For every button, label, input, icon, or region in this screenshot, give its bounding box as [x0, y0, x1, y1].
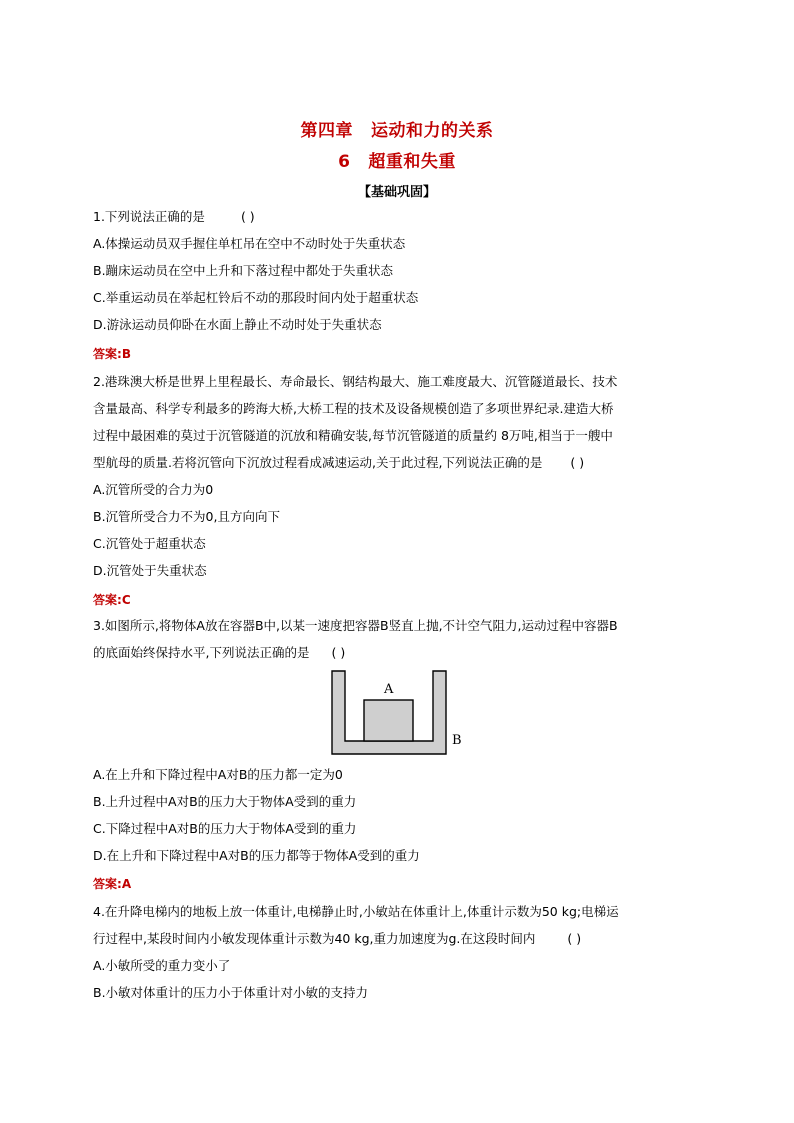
label-b: B [452, 733, 462, 748]
question-1-answer: 答案:B [93, 347, 131, 361]
question-2-stem-line-1: 2.港珠澳大桥是世界上里程最长、寿命最长、钢结构最大、施工难度最大、沉管隧道最长、技术 [93, 374, 618, 389]
question-4-stem-line-1: 4.在升降电梯内的地板上放一体重计,电梯静止时,小敏站在体重计上,体重计示数为50 kg;电梯运 [93, 904, 619, 919]
question-1-option-a: A.体操运动员双手握住单杠吊在空中不动时处于失重状态 [93, 236, 406, 251]
answer-value: A [121, 877, 132, 891]
answer-blank: ( ) [570, 455, 585, 470]
question-1-option-d: D.游泳运动员仰卧在水面上静止不动时处于失重状态 [93, 317, 382, 332]
answer-blank: ( ) [240, 209, 255, 224]
question-3-option-a: A.在上升和下降过程中A对B的压力都一定为0 [93, 767, 343, 782]
question-2-stem-line-2: 含量最高、科学专利最多的跨海大桥,大桥工程的技术及设备规模创造了多项世界纪录.建造大桥 [93, 401, 614, 416]
question-4-option-b: B.小敏对体重计的压力小于体重计对小敏的支持力 [93, 985, 369, 1000]
question-2-option-d: D.沉管处于失重状态 [93, 563, 207, 578]
answer-blank: ( ) [331, 645, 346, 660]
chapter-name: 运动和力的关系 [371, 121, 494, 141]
question-2-option-c: C.沉管处于超重状态 [93, 536, 206, 551]
question-3-answer: 答案:A [93, 877, 132, 891]
answer-value: B [121, 347, 131, 361]
lesson-title [0, 147, 794, 172]
chapter-number: 第四章 [300, 121, 353, 141]
question-2-stem-line-3: 过程中最困难的莫过于沉管隧道的沉放和精确安装,每节沉管隧道的质量约 8万吨,相当于一艘中 [93, 428, 613, 443]
question-1-option-c: C.举重运动员在举起杠铃后不动的那段时间内处于超重状态 [93, 290, 419, 305]
lesson-name: 超重和失重 [368, 152, 456, 172]
question-1-stem: 1.下列说法正确的是 ( ) [93, 209, 255, 224]
question-3-stem-line-2: 的底面始终保持水平,下列说法正确的是 ( ) [93, 645, 346, 660]
question-3-option-d: D.在上升和下降过程中A对B的压力都等于物体A受到的重力 [93, 848, 420, 863]
question-2-option-b: B.沉管所受合力不为0,且方向向下 [93, 509, 280, 524]
object-a-block [364, 700, 413, 741]
label-a: A [384, 682, 394, 697]
answer-value: C [121, 593, 131, 607]
question-4-option-a: A.小敏所受的重力变小了 [93, 958, 231, 973]
question-2-stem-line-4: 型航母的质量.若将沉管向下沉放过程看成减速运动,关于此过程,下列说法正确的是 ( ) [93, 455, 585, 470]
question-4-stem-line-2: 行过程中,某段时间内小敏发现体重计示数为40 kg,重力加速度为g.在这段时间内 ( ) [93, 931, 582, 946]
question-2-option-a: A.沉管所受的合力为0 [93, 482, 214, 497]
lesson-number: 6 [338, 152, 351, 172]
question-2-answer: 答案:C [93, 593, 131, 607]
question-3-stem-line-1: 3.如图所示,将物体A放在容器B中,以某一速度把容器B竖直上抛,不计空气阻力,运动过程中容器B [93, 618, 618, 633]
question-1-option-b: B.蹦床运动员在空中上升和下落过程中都处于失重状态 [93, 263, 394, 278]
answer-blank: ( ) [567, 931, 582, 946]
section-heading: 【基础巩固】 [357, 185, 436, 200]
question-3-option-b: B.上升过程中A对B的压力大于物体A受到的重力 [93, 794, 357, 809]
container-figure [326, 668, 470, 760]
question-3-option-c: C.下降过程中A对B的压力大于物体A受到的重力 [93, 821, 357, 836]
chapter-title [0, 116, 794, 141]
